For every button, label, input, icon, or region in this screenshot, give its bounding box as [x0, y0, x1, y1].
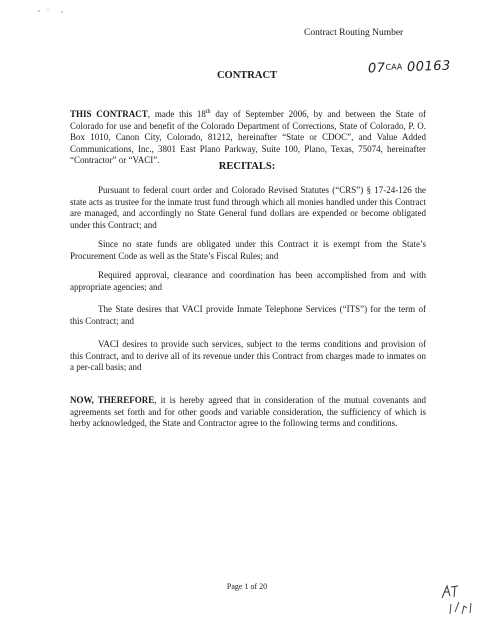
- recital-paragraph-5: VACI desires to provide such services, subject to the terms conditions and provision of this Contract, and to derive all of its revenue under this Contract from charges made to inmates on a per-call basis; and: [70, 339, 426, 372]
- page-number: Page 1 of 20: [226, 582, 268, 591]
- handwritten-initials-date-mark: [438, 580, 478, 620]
- contract-routing-label: Contract Routing Number: [304, 28, 404, 38]
- closing-paragraph: NOW, THEREFORE, it is hereby agreed that in consideration of the mutual covenants and agreements set forth and for other goods and variable consideration, the sufficiency of which is herby acknowledged, the State and Contractor agree to the following terms and conditions.: [70, 395, 427, 428]
- handwritten-routing-number: 07CAA 00163: [367, 58, 452, 77]
- recital-paragraph-4: The State desires that VACI provide Inmate Telephone Services (“ITS”) for the term of this Contract; and: [70, 304, 426, 326]
- recital-paragraph-3: Required approval, clearance and coordination has been accomplished from and with appropriate agencies; and: [70, 270, 426, 292]
- recitals-heading: RECITALS:: [218, 161, 276, 172]
- recital-paragraph-2: Since no state funds are obligated under this Contract it is exempt from the State’s Procurement Code as well as the State’s Fiscal Rules; and: [70, 239, 426, 261]
- scan-speck-mark: [36, 6, 66, 16]
- intro-paragraph: THIS CONTRACT, made this 18th day of September 2006, by and between the State of Colorado for use and benefit of the Colorado Department of Corrections, State of Colorado, P. O. Box 1010, Canon City, Colorado, 81212, hereinafter “State or CDOC”, and Value Added Communications, Inc., 3801 East Plano Parkway, Suite 100, Plano, Texas, 75074, hereinafter “Contractor” or “VACI”.: [70, 109, 426, 165]
- document-title: CONTRACT: [216, 70, 278, 81]
- recital-paragraph-1: Pursuant to federal court order and Colorado Revised Statutes (“CRS”) § 17-24-126 the state acts as trustee for the inmate trust fund through which all monies handled under this Contract are managed, and accordingly no State General fund dollars are expended or become obligated under this Contract; and: [70, 185, 426, 230]
- closing-lead: NOW, THEREFORE: [70, 395, 155, 405]
- intro-lead: THIS CONTRACT: [70, 109, 148, 119]
